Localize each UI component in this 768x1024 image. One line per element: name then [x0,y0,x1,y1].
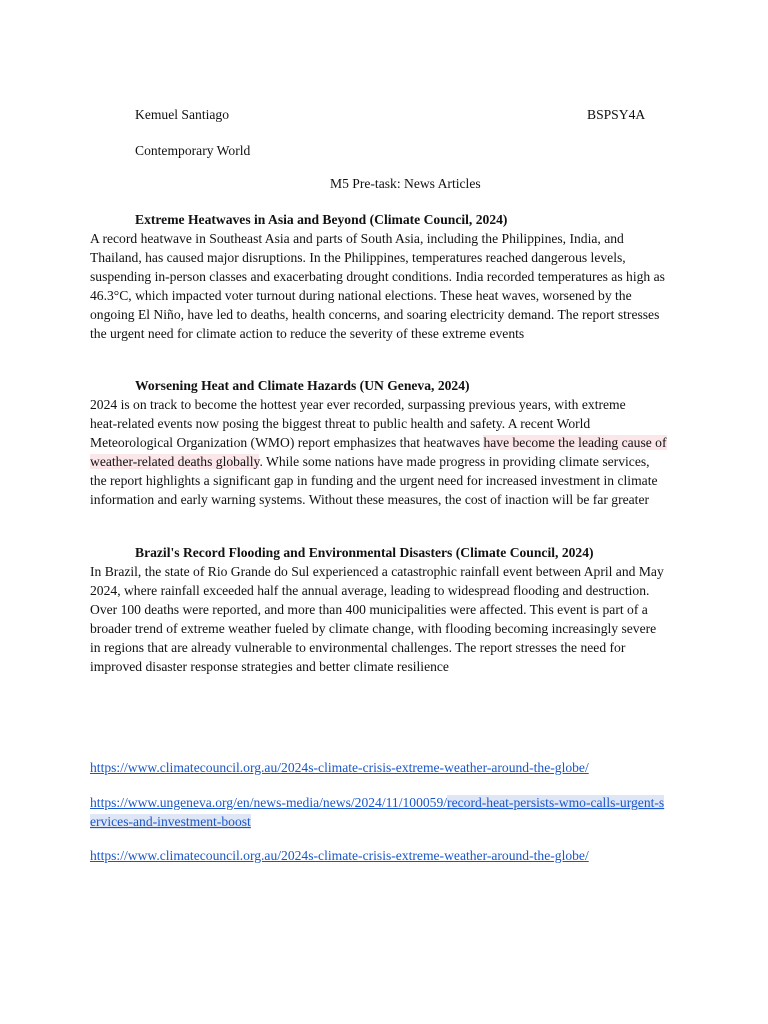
article-line: Thailand, has caused major disruptions. In the Philippines, temperatures reached dangerous levels, [90,250,626,265]
article-line: A record heatwave in Southeast Asia and parts of South Asia, including the Philippines, India, and [90,231,624,246]
article-line: the report highlights a significant gap in funding and the urgent need for increased investment in climate [90,473,658,488]
reference-link-climatecouncil-2[interactable]: https://www.climatecouncil.org.au/2024s-climate-crisis-extreme-weather-around-the-globe/ [90,848,589,863]
article-brazil-flooding [90,543,682,676]
article-line: In Brazil, the state of Rio Grande do Sul experienced a catastrophic rainfall event between April and May [90,564,664,579]
article-body [90,562,682,676]
article-line [90,452,682,471]
article-text: Meteorological Organization (WMO) report emphasizes that heatwaves [90,435,484,450]
reference-link-climatecouncil[interactable]: https://www.climatecouncil.org.au/2024s-climate-crisis-extreme-weather-around-the-globe/ [90,760,589,775]
document-title: M5 Pre-task: News Articles [330,176,481,191]
section-code: BSPSY4A [587,107,646,122]
article-line: 46.3°C, which impacted voter turnout during national elections. These heat waves, worsened by the [90,288,632,303]
highlighted-text: weather-related deaths globally [90,454,260,469]
reference-link-1-wrap [90,758,690,777]
course-name: Contemporary World [135,143,251,158]
article-line: broader trend of extreme weather fueled by climate change, with flooding becoming increasingly severe [90,621,657,636]
article-line: information and early warning systems. Without these measures, the cost of inaction will be far greater [90,492,650,507]
article-text: . While some nations have made progress in providing climate services, [259,454,650,469]
reference-link-ungeneva-continued[interactable] [90,812,690,831]
author-name: Kemuel Santiago [135,107,230,122]
article-heading: Brazil's Record Flooding and Environmental Disasters (Climate Council, 2024) [135,545,594,560]
article-line: 2024 is on track to become the hottest year ever recorded, surpassing previous years, with extreme [90,397,626,412]
article-line: suspending in-person classes and exacerbating drought conditions. India recorded temperatures as high as [90,269,665,284]
article-line: the urgent need for climate action to reduce the severity of these extreme events [90,326,525,341]
highlighted-text: have become the leading cause of [483,435,667,450]
article-heatwaves-asia [90,210,682,343]
article-line: 2024, where rainfall exceeded half the annual average, leading to widespread flooding and destruction. [90,583,650,598]
link-text: https://www.ungeneva.org/en/news-media/news/2024/11/100059/ [90,795,448,810]
article-body [90,395,682,509]
article-heading: Extreme Heatwaves in Asia and Beyond (Climate Council, 2024) [135,212,508,227]
article-body [90,229,682,343]
article-climate-hazards [90,376,682,509]
article-heading: Worsening Heat and Climate Hazards (UN Geneva, 2024) [135,378,470,393]
reference-link-ungeneva[interactable] [90,793,690,812]
article-line: in regions that are already vulnerable to environmental challenges. The report stresses the need for [90,640,626,655]
article-line: heat-related events now posing the biggest threat to public health and safety. A recent World [90,416,591,431]
article-line: Over 100 deaths were reported, and more than 400 municipalities were affected. This event is part of a [90,602,648,617]
highlighted-link-text: record-heat-persists-wmo-calls-urgent-s [447,795,665,810]
reference-link-2-wrap [90,793,690,831]
article-line: improved disaster response strategies and better climate resilience [90,659,449,674]
highlighted-link-text: ervices-and-investment-boost [90,814,251,829]
article-line [90,433,682,452]
article-line: ongoing El Niño, have led to deaths, health concerns, and soaring electricity demand. The report stresses [90,307,660,322]
reference-link-3-wrap [90,846,690,865]
